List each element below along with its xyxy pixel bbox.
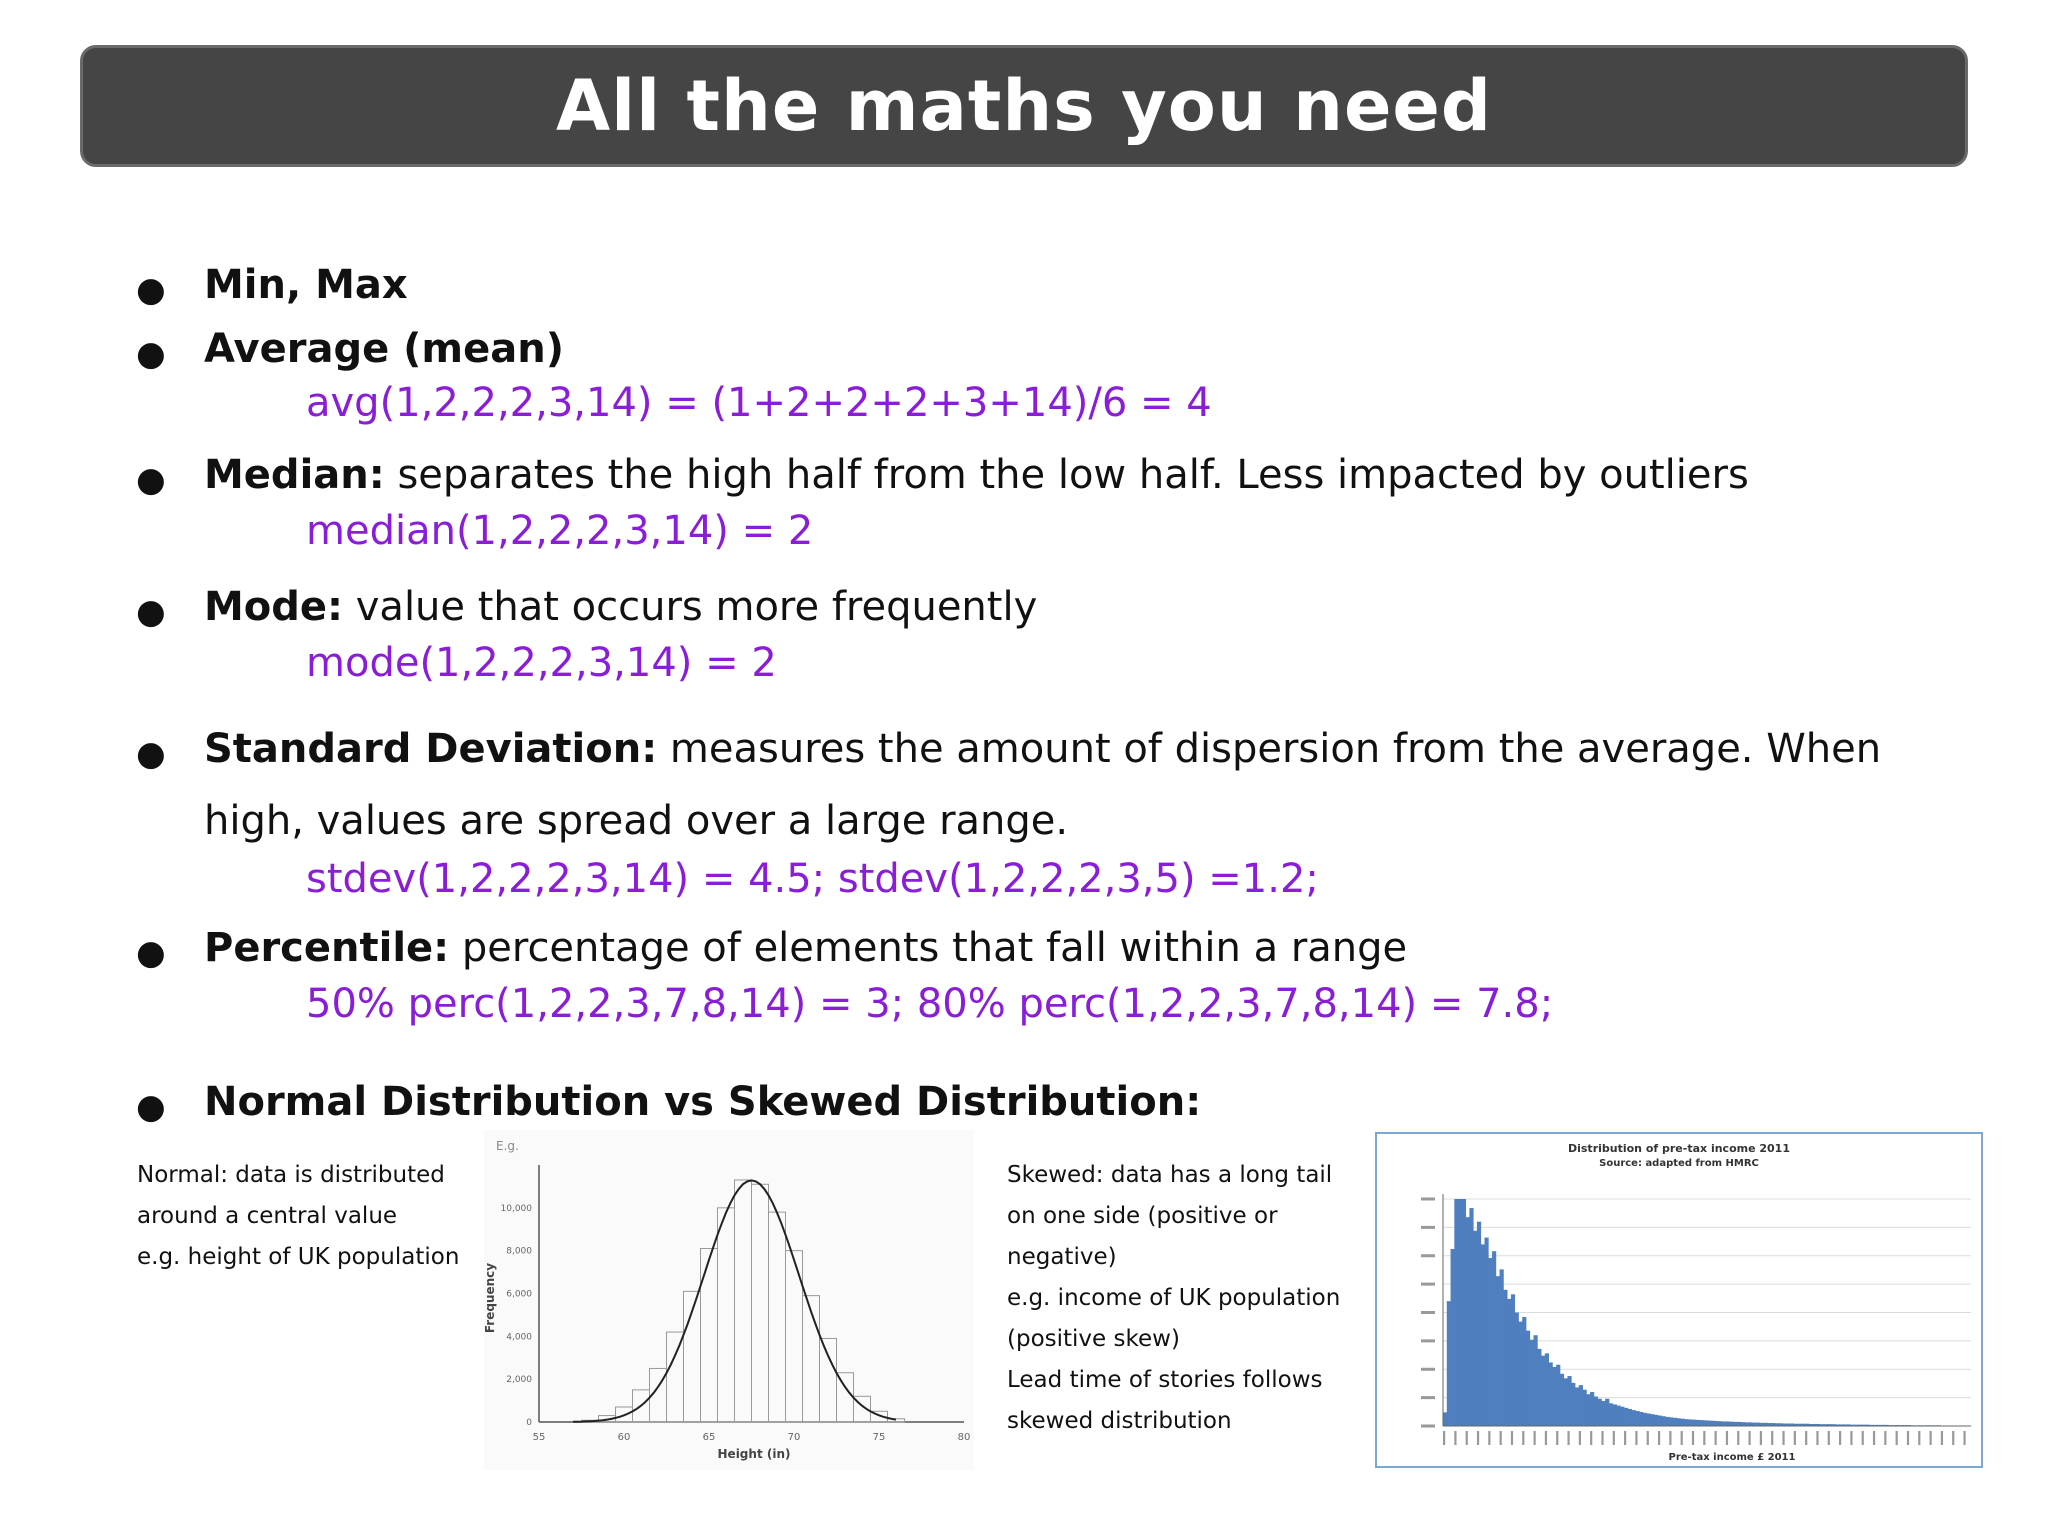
skewed-note-line: skewed distribution [1007,1408,1232,1434]
average-formula: avg(1,2,2,2,3,14) = (1+2+2+2+3+14)/6 = 4 [306,380,1212,426]
skew-x-tick-label [1839,1431,1841,1445]
skew-x-tick-label [1794,1431,1796,1445]
skew-bar [1624,1408,1628,1426]
skew-bar [1454,1199,1458,1426]
skew-x-tick-label [1952,1431,1954,1445]
bullet-icon: ● [136,1087,166,1127]
skew-x-tick-label [1454,1431,1456,1445]
skew-bar [1730,1422,1734,1426]
skew-bar [1688,1419,1692,1426]
skew-bar [1458,1199,1462,1426]
skew-bar [1650,1414,1654,1426]
skew-bar [1462,1199,1466,1426]
x-tick-label: 55 [532,1432,546,1443]
skew-bar [1469,1208,1473,1426]
item-percentile [204,925,1407,971]
skew-bar [1658,1416,1662,1426]
skew-bar [1643,1413,1647,1426]
skew-x-tick-label [1884,1431,1886,1445]
histogram-bar [735,1180,752,1422]
skew-y-tick-label [1421,1396,1435,1399]
normal-note [137,1155,459,1278]
skew-x-tick-label [1477,1431,1479,1445]
skewed-note-line: Lead time of stories follows [1007,1367,1323,1393]
skew-bar [1620,1407,1624,1426]
stdev-formula: stdev(1,2,2,2,3,14) = 4.5; stdev(1,2,2,2,3,5) =1.2; [306,856,1319,902]
skew-y-tick-label [1421,1311,1435,1314]
bullet-icon: ● [136,460,166,500]
skew-x-tick-label [1805,1431,1807,1445]
skew-x-tick-label [1771,1431,1773,1445]
histogram-bar [837,1373,854,1422]
skew-bar [1518,1322,1522,1426]
skew-x-tick-label [1760,1431,1762,1445]
bullet-icon: ● [136,334,166,374]
normal-note-line: e.g. height of UK population [137,1244,460,1270]
skew-bar [1628,1409,1632,1426]
skew-x-tick-label [1466,1431,1468,1445]
skew-bar [1583,1390,1587,1426]
skew-x-tick-label [1873,1431,1875,1445]
skew-bar [1492,1251,1496,1426]
skew-bar [1556,1365,1560,1426]
chart-corner-label: E.g. [496,1139,519,1153]
percentile-formula: 50% perc(1,2,2,3,7,8,14) = 3; 80% perc(1,2,2,3,7,8,14) = 7.8; [306,981,1554,1027]
mode-label: Mode: [204,584,344,630]
histogram-bar [718,1208,735,1422]
skew-x-tick-label [1896,1431,1898,1445]
skew-chart-title: Distribution of pre-tax income 2011 [1567,1142,1791,1155]
skew-bar [1726,1421,1730,1426]
skewed-note-line: (positive skew) [1007,1326,1180,1352]
skew-x-tick-label [1500,1431,1502,1445]
skew-bar [1703,1420,1707,1426]
skew-bar [1530,1340,1534,1426]
skew-bar [1635,1411,1639,1426]
mode-formula: mode(1,2,2,2,3,14) = 2 [306,640,777,686]
skew-x-tick-label [1726,1431,1728,1445]
skew-bar [1451,1249,1455,1426]
skew-x-tick-label [1545,1431,1547,1445]
skew-bar [1560,1374,1564,1426]
skew-bar [1722,1421,1726,1426]
skew-bar [1654,1415,1658,1426]
skew-x-axis-label: Pre-tax income £ 2011 [1668,1452,1796,1463]
skew-x-tick-label [1907,1431,1909,1445]
x-tick-label: 70 [787,1432,801,1443]
skew-bar [1537,1349,1541,1426]
skew-bar [1496,1276,1500,1426]
normal-note-line: around a central value [137,1203,398,1229]
minmax-label: Min, Max [204,262,408,308]
skew-y-tick-label [1421,1283,1435,1286]
bullet-icon: ● [136,592,166,632]
skew-x-tick-label [1669,1431,1671,1445]
x-tick-label: 60 [617,1432,631,1443]
histogram-bar [701,1249,718,1422]
skew-x-tick-label [1443,1431,1445,1445]
item-distribution [204,1079,1201,1125]
page-title: All the maths you need [556,65,1492,147]
skew-bar [1488,1258,1492,1426]
item-average [204,326,564,372]
skew-bar [1745,1422,1749,1426]
skew-bar [1692,1420,1696,1426]
skew-x-tick-label [1692,1431,1694,1445]
item-minmax [204,262,408,308]
skew-bar [1752,1423,1756,1426]
skew-bar [1549,1362,1553,1426]
skew-bar [1756,1423,1760,1426]
title-bar [80,45,1968,167]
skew-y-tick-label [1421,1198,1435,1201]
percentile-label: Percentile: [204,925,450,971]
skew-x-tick-label [1579,1431,1581,1445]
skew-x-tick-label [1556,1431,1558,1445]
skew-bar [1673,1418,1677,1426]
skew-bar [1737,1422,1741,1426]
item-stdev [204,726,1881,772]
skew-bar [1507,1299,1511,1426]
skew-y-tick-label [1421,1368,1435,1371]
skew-bar [1715,1421,1719,1426]
skewed-note-line: on one side (positive or [1007,1203,1278,1229]
skew-bar [1571,1383,1575,1426]
skew-bar [1639,1412,1643,1426]
skew-bar [1598,1399,1602,1426]
skew-bar [1711,1421,1715,1426]
skew-bar [1681,1419,1685,1426]
skew-x-tick-label [1918,1431,1920,1445]
skew-x-tick-label [1590,1431,1592,1445]
skew-bar [1741,1422,1745,1426]
skew-bar [1567,1376,1571,1426]
x-tick-label: 65 [702,1432,716,1443]
skew-x-tick-label [1534,1431,1536,1445]
skew-bar [1696,1420,1700,1426]
skew-bar [1541,1356,1545,1426]
skewed-note-line: negative) [1007,1244,1117,1270]
skew-x-tick-label [1963,1431,1965,1445]
skew-x-tick-label [1816,1431,1818,1445]
bullet-icon: ● [136,270,166,310]
skew-x-tick-label [1613,1431,1615,1445]
skew-bar [1677,1418,1681,1426]
stdev-text: measures the amount of dispersion from the average. When [657,726,1882,772]
y-tick-label: 0 [526,1418,532,1428]
skew-x-tick-label [1703,1431,1705,1445]
skew-bar [1586,1394,1590,1426]
skew-bar [1503,1290,1507,1426]
skew-bar [1515,1313,1519,1427]
y-tick-label: 4,000 [506,1332,532,1343]
skew-bar [1684,1419,1688,1426]
skew-bar [1477,1222,1481,1426]
mode-text: value that occurs more frequently [343,584,1038,630]
histogram-bar [667,1332,684,1422]
stdev-text-2: high, values are spread over a large range. [204,798,1069,844]
skew-bar [1613,1404,1617,1426]
skew-x-tick-label [1681,1431,1683,1445]
skew-x-tick-label [1930,1431,1932,1445]
skew-bar [1484,1238,1488,1426]
normal-note-line: Normal: data is distributed [137,1162,445,1188]
skew-bar [1466,1217,1470,1426]
skew-x-tick-label [1522,1431,1524,1445]
y-tick-label: 2,000 [506,1375,532,1386]
skewed-distribution-chart [1375,1132,1983,1468]
skew-x-tick-label [1511,1431,1513,1445]
median-label: Median: [204,452,385,498]
skew-y-tick-label [1421,1254,1435,1257]
x-tick-label: 75 [872,1432,886,1443]
skew-bar [1545,1353,1549,1426]
skew-chart-svg [1377,1134,1981,1466]
skew-y-tick-label [1421,1339,1435,1342]
skew-bar [1594,1396,1598,1426]
y-tick-label: 6,000 [506,1289,532,1300]
skew-x-tick-label [1635,1431,1637,1445]
skew-x-tick-label [1748,1431,1750,1445]
distribution-label: Normal Distribution vs Skewed Distribution: [204,1079,1202,1125]
skew-x-tick-label [1658,1431,1660,1445]
x-axis-label: Height (in) [717,1447,791,1461]
skew-x-tick-label [1488,1431,1490,1445]
bullet-icon: ● [136,933,166,973]
average-label: Average (mean) [204,326,564,372]
skew-x-tick-label [1647,1431,1649,1445]
skew-x-tick-label [1715,1431,1717,1445]
skew-bar [1632,1410,1636,1426]
skew-bar [1481,1244,1485,1426]
normal-distribution-chart [484,1130,974,1470]
skew-bar [1733,1422,1737,1426]
skew-bar [1590,1392,1594,1426]
histogram-bar [769,1212,786,1422]
skew-bar [1473,1231,1477,1426]
bullet-icon: ● [136,734,166,774]
skew-bar [1748,1422,1752,1426]
x-tick-label: 80 [957,1432,971,1443]
skew-bar [1669,1417,1673,1426]
skew-bar [1534,1335,1538,1426]
skew-bar [1522,1317,1526,1426]
skew-bar [1662,1416,1666,1426]
histogram-bar [803,1296,820,1422]
skew-bar [1616,1406,1620,1426]
skew-bar [1564,1378,1568,1426]
skew-bar [1718,1421,1722,1426]
skew-x-tick-label [1850,1431,1852,1445]
item-mode [204,584,1037,630]
median-text: separates the high half from the low half. Less impacted by outliers [384,452,1749,498]
skew-bar [1707,1421,1711,1426]
skew-x-tick-label [1601,1431,1603,1445]
skew-x-tick-label [1624,1431,1626,1445]
skew-bar [1609,1403,1613,1426]
skew-bar [1575,1387,1579,1426]
skew-y-tick-label [1421,1425,1435,1428]
skew-bar [1699,1420,1703,1426]
skewed-note-line: e.g. income of UK population [1007,1285,1341,1311]
item-median [204,452,1749,498]
normal-chart-svg [484,1130,974,1470]
skew-bar [1601,1401,1605,1426]
skew-x-tick-label [1567,1431,1569,1445]
stdev-label: Standard Deviation: [204,726,658,772]
skew-x-tick-label [1782,1431,1784,1445]
skew-x-tick-label [1828,1431,1830,1445]
skew-bar [1500,1269,1504,1426]
skew-x-tick-label [1737,1431,1739,1445]
skewed-note [1007,1155,1340,1442]
y-tick-label: 10,000 [500,1203,532,1214]
skew-x-tick-label [1862,1431,1864,1445]
histogram-bar [752,1184,769,1422]
skew-bar [1666,1417,1670,1426]
skew-bar [1447,1301,1451,1426]
skew-bar [1552,1367,1556,1426]
skew-bar [1647,1414,1651,1426]
skew-bar [1579,1385,1583,1426]
skew-bar [1605,1399,1609,1426]
skew-bar [1443,1412,1447,1426]
skew-bar [1526,1331,1530,1426]
skew-x-tick-label [1941,1431,1943,1445]
y-axis-label: Frequency [484,1262,497,1334]
skew-y-tick-label [1421,1226,1435,1229]
skewed-note-line: Skewed: data has a long tail [1007,1162,1333,1188]
median-formula: median(1,2,2,2,3,14) = 2 [306,508,814,554]
skew-bar [1511,1294,1515,1426]
percentile-text: percentage of elements that fall within a range [449,925,1408,971]
y-tick-label: 8,000 [506,1246,532,1257]
histogram-bar [820,1338,837,1422]
skew-chart-subtitle: Source: adapted from HMRC [1599,1158,1759,1169]
